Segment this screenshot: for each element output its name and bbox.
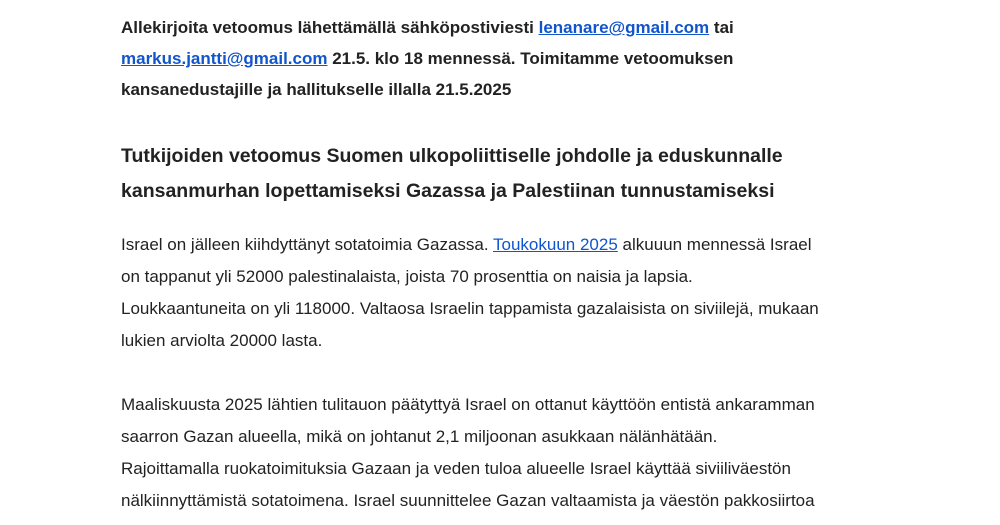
paragraph-line: Loukkaantuneita on yli 118000. Valtaosa Israelin tappamista gazalaisista on siviilejä, mukaan <box>121 299 819 318</box>
paragraph-line: Israel on jälleen kiihdyttänyt sotatoimia Gazassa. Toukokuun 2025 alkuuun mennessä Israel <box>121 235 812 254</box>
intro-line-3: kansanedustajille ja hallitukselle illalla 21.5.2025 <box>121 80 512 99</box>
paragraph-line: lukien arviolta 20000 lasta. <box>121 331 323 350</box>
paragraph-line: Rajoittamalla ruokatoimituksia Gazaan ja veden tuloa alueelle Israel käyttää siviiliväestön <box>121 459 791 478</box>
paragraph-blockade <box>121 389 891 517</box>
petition-title <box>121 139 891 209</box>
paragraph-line: Maaliskuusta 2025 lähtien tulitauon päätyttyä Israel on ottanut käyttöön entistä ankaramman <box>121 395 815 414</box>
paragraph-line: saarron Gazan alueella, mikä on johtanut 2,1 miljoonan asukkaan nälänhätään. <box>121 427 718 446</box>
intro-instructions <box>121 12 891 105</box>
paragraph-casualties <box>121 229 891 357</box>
paragraph-line: on tappanut yli 52000 palestinalaista, joista 70 prosenttia on naisia ja lapsia. <box>121 267 693 286</box>
email-link-lenanare[interactable]: lenanare@gmail.com <box>538 18 710 37</box>
petition-title-line-1: Tutkijoiden vetoomus Suomen ulkopoliittiselle johdolle ja eduskunnalle <box>121 145 783 167</box>
paragraph-line: nälkiinnyttämistä sotatoimena. Israel suunnittelee Gazan valtaamista ja väestön pakkosiirtoa <box>121 491 815 510</box>
intro-line-2: markus.jantti@gmail.com 21.5. klo 18 mennessä. Toimitamme vetoomuksen <box>121 49 734 68</box>
petition-title-line-2: kansanmurhan lopettamiseksi Gazassa ja Palestiinan tunnustamiseksi <box>121 180 775 202</box>
source-link-toukokuun-2025[interactable]: Toukokuun 2025 <box>493 235 618 254</box>
intro-line-1: Allekirjoita vetoomus lähettämällä sähköpostiviesti lenanare@gmail.com tai <box>121 18 734 37</box>
email-link-markus[interactable]: markus.jantti@gmail.com <box>121 49 328 68</box>
